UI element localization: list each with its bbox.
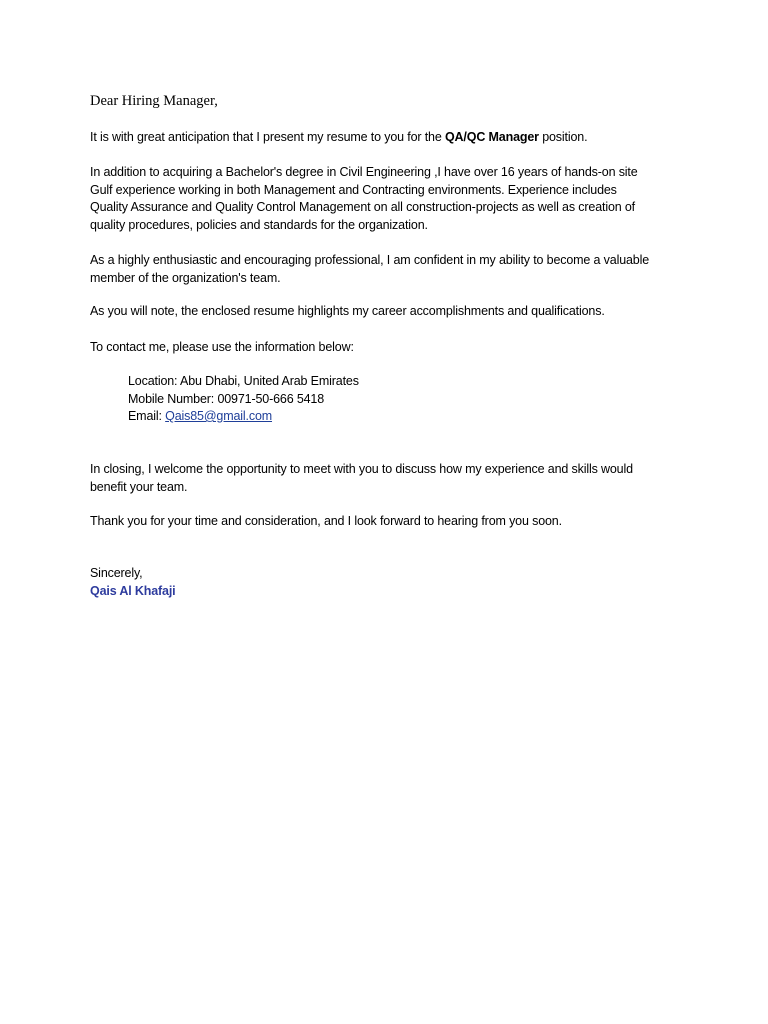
intro-text-end: position.	[538, 130, 588, 144]
signature-name: Qais Al Khafaji	[90, 584, 176, 598]
resume-note-paragraph: As you will note, the enclosed resume highlights my career accomplishments and qualifications.	[90, 304, 605, 318]
contact-email	[128, 408, 628, 426]
experience-line: Quality Assurance and Quality Control Management on all construction-projects as well as creation of	[90, 200, 636, 214]
contact-mobile	[128, 391, 628, 409]
confidence-line: As a highly enthusiastic and encouraging professional, I am confident in my ability to become a valuable	[90, 253, 650, 267]
closing-paragraph	[90, 461, 690, 496]
confidence-line: member of the organization's team.	[90, 270, 281, 285]
experience-paragraph	[90, 164, 690, 234]
intro-paragraph	[90, 129, 690, 147]
email-label: Email:	[128, 409, 166, 423]
closing-line: benefit your team.	[90, 479, 188, 494]
salutation: Dear Hiring Manager,	[90, 93, 218, 109]
contact-intro-paragraph: To contact me, please use the information below:	[90, 340, 354, 354]
thank-you-paragraph: Thank you for your time and consideration, and I look forward to hearing from you soon.	[90, 514, 562, 528]
contact-details	[128, 373, 628, 426]
mobile-label: Mobile Number:	[128, 391, 218, 406]
closing-line: In closing, I welcome the opportunity to meet with you to discuss how my experience and skills would	[90, 462, 633, 476]
contact-location: Location: Abu Dhabi, United Arab Emirates	[128, 374, 359, 388]
intro-text-start: It is with great anticipation that I present my resume to you for the	[90, 130, 445, 144]
experience-line: In addition to acquiring a Bachelor's degree in Civil Engineering ,I have over 16 years of hands-on site	[90, 165, 638, 179]
mobile-number: 00971-50-666 5418	[217, 391, 325, 406]
experience-line: Gulf experience working in both Management and Contracting environments. Experience includes	[90, 182, 617, 197]
sign-off: Sincerely,	[90, 566, 143, 580]
confidence-paragraph	[90, 252, 690, 287]
experience-line: quality procedures, policies and standards for the organization.	[90, 217, 428, 232]
email-link[interactable]: Qais85@gmail.com	[165, 409, 273, 423]
position-title: QA/QC Manager	[444, 130, 539, 144]
